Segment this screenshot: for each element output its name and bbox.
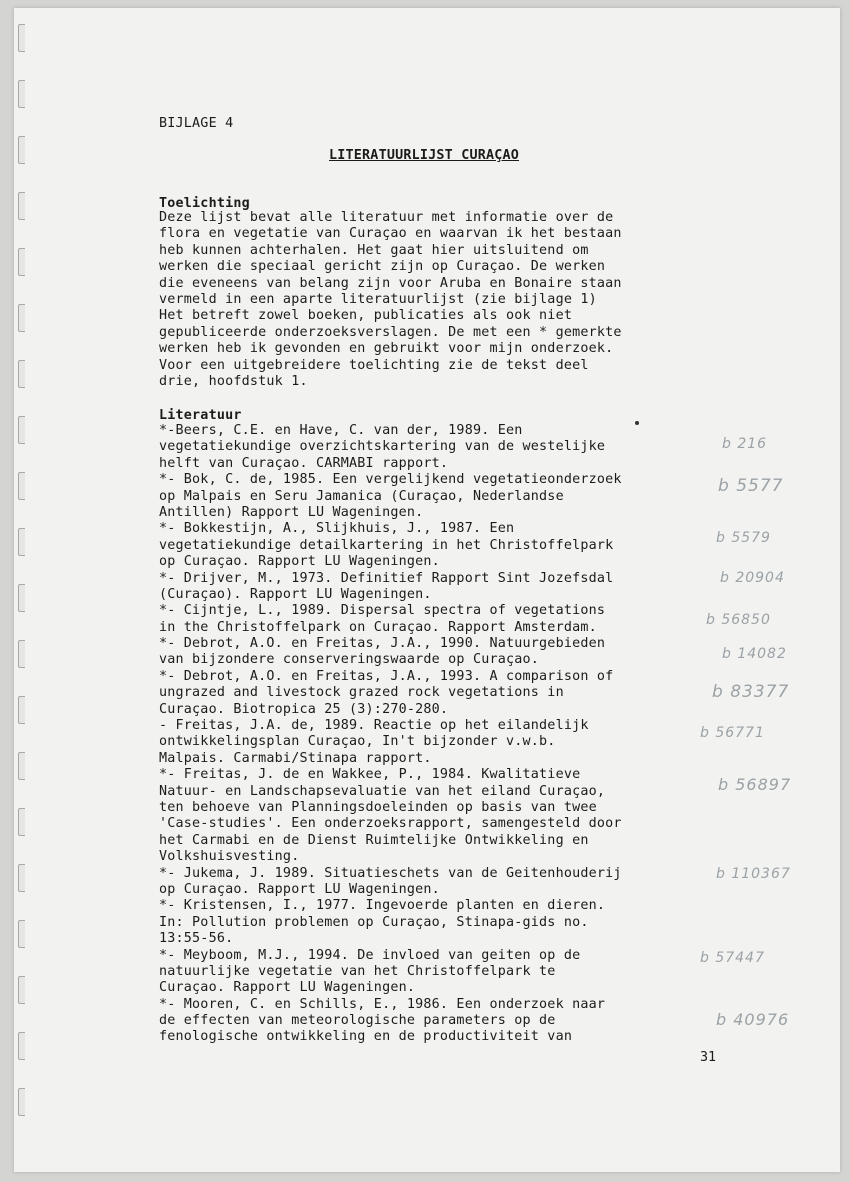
reference-line: fenologische ontwikkeling en de productiviteit van [159,1029,573,1045]
reference-line: *- Bokkestijn, A., Slijkhuis, J., 1987. Een [159,521,515,537]
paragraph-line: die eveneens van belang zijn voor Aruba en Bonaire staan [159,275,622,291]
reference-line: - Freitas, J.A. de, 1989. Reactie op het eilandelijk [159,718,589,734]
reference-line: ontwikkelingsplan Curaçao, In't bijzonder v.w.b. [159,734,556,750]
reference-line: de effecten van meteorologische parameters op de [159,1013,556,1029]
pencil-note: b 216 [722,436,768,452]
reference-line: ten behoeve van Planningsdoeleinden op basis van twee [159,799,597,815]
binder-hole [18,1032,25,1060]
binder-hole [18,808,25,836]
literatuur-list [159,423,622,1046]
pencil-note: b 83377 [712,682,790,702]
pencil-note: b 56897 [718,775,792,794]
ink-dot [635,421,639,425]
binder-hole [18,80,25,108]
pencil-note: b 5577 [718,476,784,496]
reference-line: Curaçao. Biotropica 25 (3):270-280. [159,701,449,717]
appendix-label: BIJLAGE 4 [159,116,234,131]
paragraph-line: vermeld in een aparte literatuurlijst (zie bijlage 1) [159,291,597,307]
binder-hole [18,640,25,668]
paragraph-line: werken heb ik gevonden en gebruikt voor mijn onderzoek. [159,341,614,357]
reference-line: van bijzondere conserveringswaarde op Curaçao. [159,652,540,668]
reference-line: 13:55-56. [159,931,234,947]
literatuur-heading: Literatuur [159,408,242,423]
binder-hole [18,248,25,276]
reference-line: op Curaçao. Rapport LU Wageningen. [159,881,440,897]
reference-line: *- Bok, C. de, 1985. Een vergelijkend vegetatieonderzoek [159,472,622,488]
page-title: LITERATUURLIJST CURAÇAO [329,148,520,163]
reference-line: *-Beers, C.E. en Have, C. van der, 1989. Een [159,423,523,438]
binder-hole [18,24,25,52]
paragraph-line: heb kunnen achterhalen. Het gaat hier uitsluitend om [159,242,589,258]
reference-line: Malpais. Carmabi/Stinapa rapport. [159,750,432,766]
binder-hole [18,360,25,388]
binder-hole [18,1088,25,1116]
reference-line: (Curaçao). Rapport LU Wageningen. [159,586,432,602]
reference-line: ungrazed and livestock grazed rock vegetations in [159,685,564,701]
paragraph-line: Deze lijst bevat alle literatuur met informatie over de [159,210,614,225]
paragraph-line: gepubliceerde onderzoeksverslagen. De met een * gemerkte [159,324,622,340]
binder-hole [18,920,25,948]
binder-hole [18,528,25,556]
reference-line: *- Kristensen, I., 1977. Ingevoerde planten en dieren. [159,898,606,914]
reference-line: *- Debrot, A.O. en Freitas, J.A., 1993. A comparison of [159,668,614,684]
reference-line: in the Christoffelpark on Curaçao. Rapport Amsterdam. [159,619,597,635]
reference-line: vegetatiekundige overzichtskartering van de westelijke [159,439,606,455]
toelichting-heading: Toelichting [159,196,250,211]
pencil-note: b 14082 [722,646,787,662]
toelichting-paragraph [159,210,622,390]
pencil-note: b 40976 [716,1010,790,1029]
pencil-note: b 20904 [720,570,785,586]
reference-line: *- Cijntje, L., 1989. Dispersal spectra of vegetations [159,603,606,619]
paragraph-line: flora en vegetatie van Curaçao en waarvan ik het bestaan [159,226,622,242]
reference-line: Natuur- en Landschapsevaluatie van het eiland Curaçao, [159,783,606,799]
reference-line: *- Freitas, J. de en Wakkee, P., 1984. Kwalitatieve [159,767,581,783]
paragraph-line: Voor een uitgebreidere toelichting zie de tekst deel [159,357,589,373]
pencil-note: b 56850 [706,612,771,628]
reference-line: op Curaçao. Rapport LU Wageningen. [159,554,440,570]
reference-line: *- Meyboom, M.J., 1994. De invloed van geiten op de [159,947,581,963]
pencil-note: b 5579 [716,530,771,546]
reference-line: natuurlijke vegetatie van het Christoffelpark te [159,963,556,979]
reference-line: *- Mooren, C. en Schills, E., 1986. Een onderzoek naar [159,996,606,1012]
page-number: 31 [700,1050,717,1065]
binder-holes [14,8,36,1172]
reference-line: *- Debrot, A.O. en Freitas, J.A., 1990. Natuurgebieden [159,636,606,652]
pencil-note: b 56771 [700,725,765,741]
binder-hole [18,472,25,500]
pencil-note: b 110367 [716,866,791,882]
paragraph-line: werken die speciaal gericht zijn op Curaçao. De werken [159,259,606,275]
reference-line: vegetatiekundige detailkartering in het Christoffelpark [159,537,614,553]
reference-line: 'Case-studies'. Een onderzoeksrapport, samengesteld door [159,816,622,832]
reference-line: Volkshuisvesting. [159,849,300,865]
binder-hole [18,696,25,724]
binder-hole [18,416,25,444]
reference-line: *- Drijver, M., 1973. Definitief Rapport Sint Jozefsdal [159,570,614,586]
binder-hole [18,584,25,612]
binder-hole [18,864,25,892]
binder-hole [18,136,25,164]
reference-line: helft van Curaçao. CARMABI rapport. [159,455,449,471]
binder-hole [18,976,25,1004]
binder-hole [18,752,25,780]
binder-hole [18,304,25,332]
reference-line: Curaçao. Rapport LU Wageningen. [159,980,416,996]
pencil-note: b 57447 [700,950,765,966]
reference-line: Antillen) Rapport LU Wageningen. [159,504,424,520]
reference-line: op Malpais en Seru Jamanica (Curaçao, Nederlandse [159,488,564,504]
reference-line: *- Jukema, J. 1989. Situatieschets van de Geitenhouderij [159,865,622,881]
paragraph-line: Het betreft zowel boeken, publicaties als ook niet [159,308,573,324]
reference-line: In: Pollution problemen op Curaçao, Stinapa-gids no. [159,914,589,930]
binder-hole [18,192,25,220]
paragraph-line: drie, hoofdstuk 1. [159,373,308,389]
reference-line: het Carmabi en de Dienst Ruimtelijke Ontwikkeling en [159,832,589,848]
